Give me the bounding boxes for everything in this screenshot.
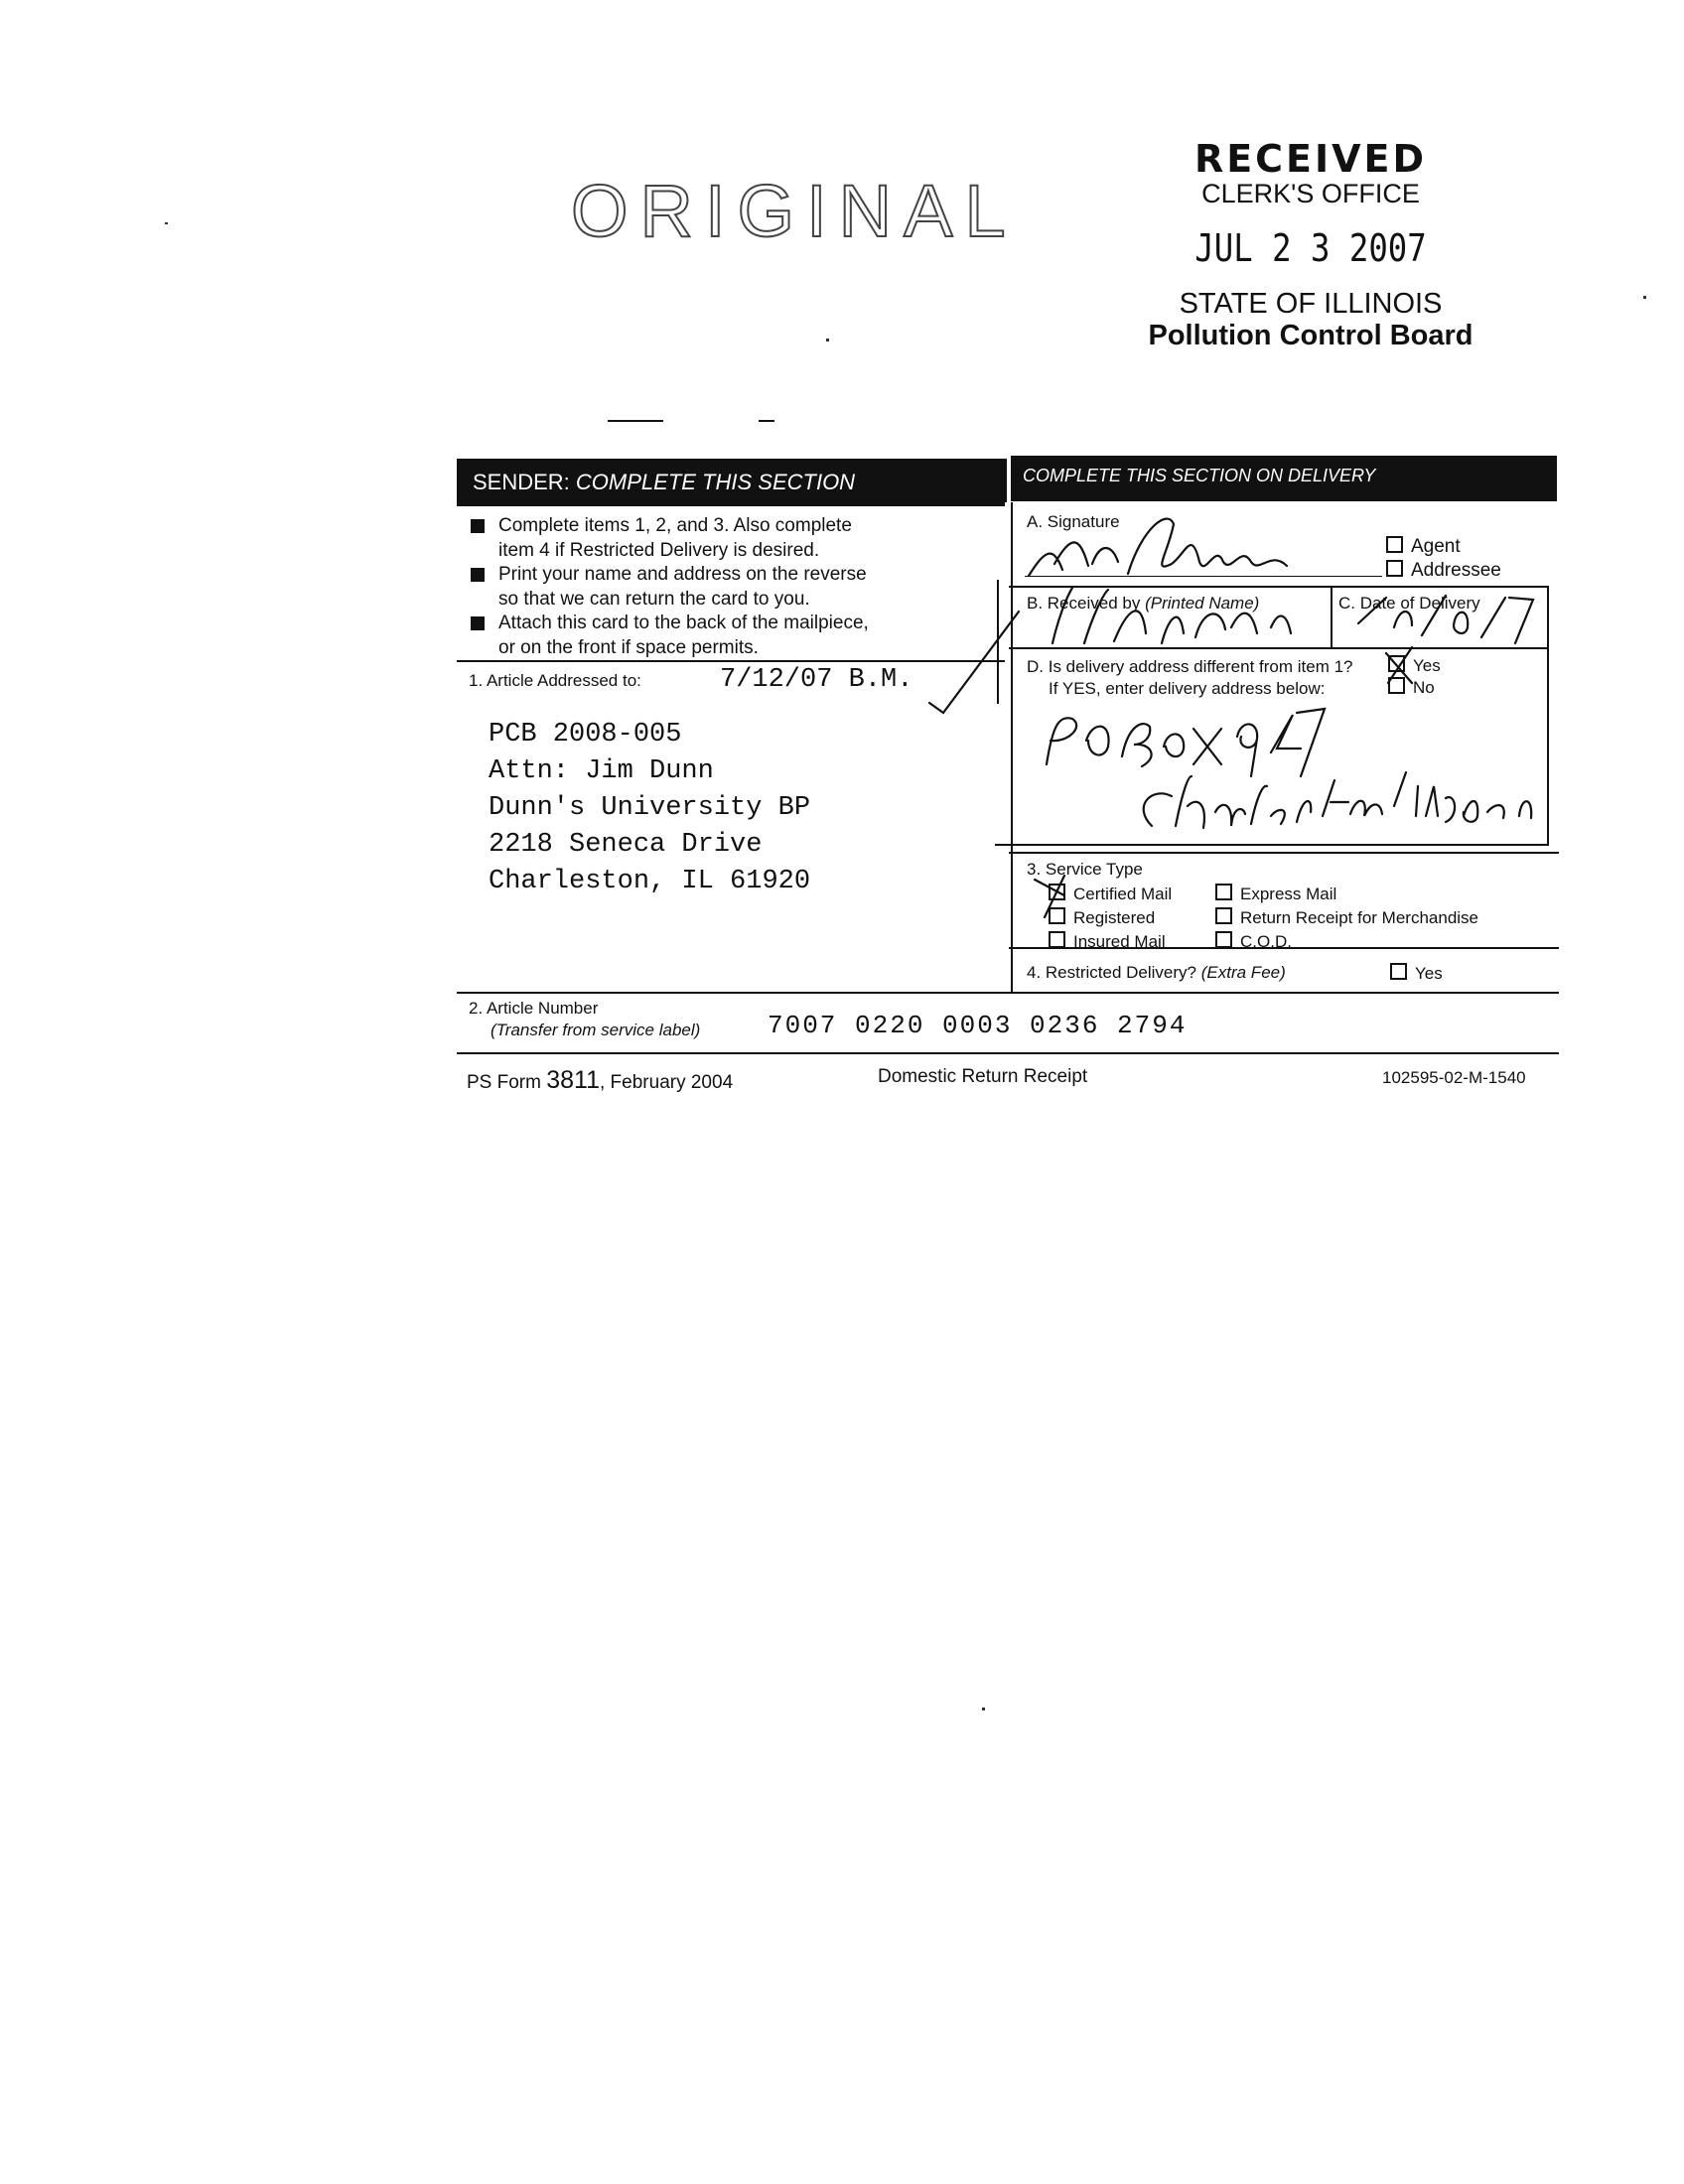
sender-header-main: SENDER: <box>473 470 570 494</box>
sender-header-italic: COMPLETE THIS SECTION <box>575 470 856 494</box>
delivery-header: COMPLETE THIS SECTION ON DELIVERY <box>1011 456 1557 501</box>
if-yes-instruction: If YES, enter delivery address below: <box>1049 679 1326 698</box>
article-number-sublabel: (Transfer from service label) <box>491 1021 701 1039</box>
printed-name-note: (Printed Name) <box>1145 594 1260 613</box>
stray-mark <box>608 420 663 422</box>
certified-checkmark <box>1035 876 1064 917</box>
clerk-office: CLERK'S OFFICE <box>1201 179 1420 208</box>
received-stamp <box>1142 139 1479 351</box>
instruction-line: Attach this card to the back of the mailpiece, <box>498 613 869 633</box>
address-line: 2218 Seneca Drive <box>489 830 763 860</box>
form-date: , February 2004 <box>600 1072 734 1093</box>
received-title: RECEIVED <box>1193 137 1428 181</box>
stray-dot <box>165 222 168 224</box>
stray-dot <box>826 339 829 341</box>
agent-label: Agent <box>1411 536 1461 557</box>
yes-label: Yes <box>1413 656 1441 675</box>
article-number-value: 7007 0220 0003 0236 2794 <box>768 1011 1188 1040</box>
form-title: Domestic Return Receipt <box>878 1066 1088 1087</box>
checkmark <box>929 612 1019 713</box>
extra-fee-note: (Extra Fee) <box>1200 963 1286 982</box>
stray-mark <box>759 420 774 422</box>
instruction-line: Complete items 1, 2, and 3. Also complete <box>498 515 852 536</box>
instruction-line: or on the front if space permits. <box>498 636 759 658</box>
charleston-scribble <box>1144 772 1532 828</box>
stray-dot <box>1643 296 1646 299</box>
return-receipt-label: Return Receipt for Merchandise <box>1240 908 1479 927</box>
article-date-note: 7/12/07 B.M. <box>720 665 913 695</box>
cod-label: C.O.D. <box>1240 932 1292 951</box>
address-line: Attn: Jim Dunn <box>489 756 714 786</box>
received-date: JUL 2 3 2007 <box>1194 226 1427 270</box>
addressee-label: Addressee <box>1411 560 1501 581</box>
handwritten-marks <box>457 459 1559 1104</box>
express-label: Express Mail <box>1240 885 1337 903</box>
instruction-line: item 4 if Restricted Delivery is desired. <box>498 539 820 561</box>
article-addressed-label: 1. Article Addressed to: <box>469 671 641 690</box>
signature-scribble <box>1029 519 1287 576</box>
certified-label: Certified Mail <box>1073 885 1173 903</box>
form-code: 102595-02-M-1540 <box>1382 1068 1526 1087</box>
registered-label: Registered <box>1073 908 1156 927</box>
instruction-line: Print your name and address on the reverse <box>498 564 867 585</box>
return-receipt-card <box>457 459 1559 1104</box>
stray-dot <box>982 1707 985 1710</box>
address-line: Charleston, IL 61920 <box>489 867 811 896</box>
instruction-line: so that we can return the card to you. <box>498 588 810 610</box>
original-stamp: ORIGINAL <box>571 170 1018 252</box>
signature-label: A. Signature <box>1027 512 1120 531</box>
po-box-scribble <box>1047 709 1325 776</box>
address-line: PCB 2008-005 <box>489 720 682 750</box>
service-type-label: 3. Service Type <box>1027 860 1143 879</box>
delivery-date-scribble <box>1358 596 1533 643</box>
form-number: 3811 <box>546 1066 600 1094</box>
article-number-label: 2. Article Number <box>469 999 599 1018</box>
restricted-yes-label: Yes <box>1415 964 1443 983</box>
state-name: STATE OF ILLINOIS <box>1179 288 1443 320</box>
received-by-scribble <box>1052 588 1291 643</box>
yes-checkmark <box>1386 647 1412 683</box>
date-of-delivery-label: C. Date of Delivery <box>1338 594 1480 613</box>
form-label: PS Form <box>467 1072 541 1093</box>
question-d: D. Is delivery address different from item 1? <box>1027 657 1353 676</box>
board-name: Pollution Control Board <box>1148 320 1474 351</box>
insured-label: Insured Mail <box>1073 932 1166 951</box>
address-line: Dunn's University BP <box>489 793 811 823</box>
restricted-text: 4. Restricted Delivery? <box>1027 963 1197 982</box>
no-label: No <box>1413 678 1435 697</box>
received-by-text: B. Received by <box>1027 594 1141 613</box>
